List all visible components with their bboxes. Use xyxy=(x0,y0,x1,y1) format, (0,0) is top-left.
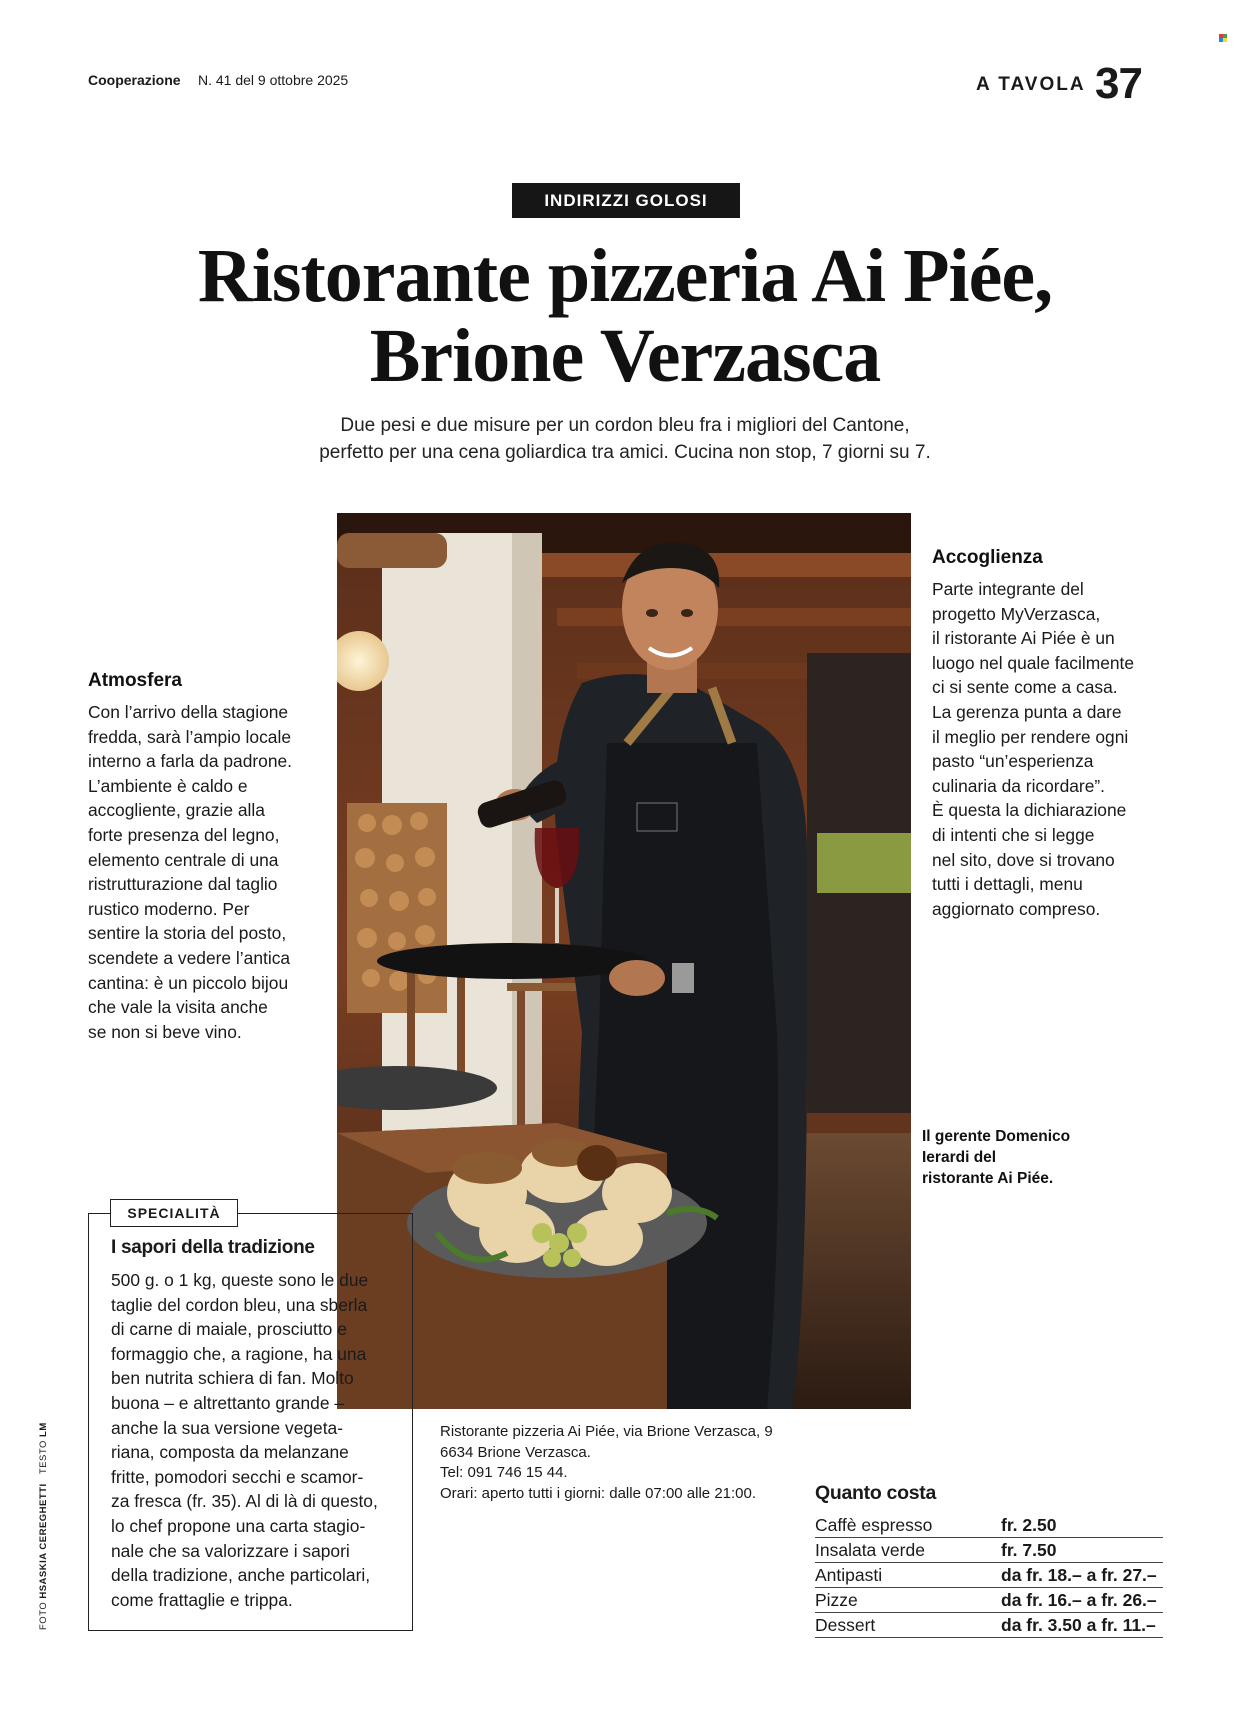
text-line: La gerenza punta a dare xyxy=(932,701,1122,722)
price-value: fr. 7.50 xyxy=(1001,1539,1057,1560)
credit-photo-label: FOTO xyxy=(38,1601,49,1630)
lead-line: Due pesi e due misure per un cordon bleu fra i migliori del Cantone, xyxy=(340,415,910,436)
credit-text-name: LM xyxy=(38,1422,49,1437)
atmosfera-heading: Atmosfera xyxy=(88,670,182,691)
text-line: ben nutrita schiera di fan. Molto xyxy=(111,1368,354,1389)
text-line: luogo nel quale facilmente xyxy=(932,652,1135,673)
text-line: cantina: è un piccolo bijou xyxy=(88,972,289,993)
address-line: 6634 Brione Verzasca. xyxy=(440,1443,591,1461)
text-line: sentire la storia del posto, xyxy=(88,923,287,944)
text-line: di intenti che si legge xyxy=(932,824,1095,845)
price-item: Insalata verde xyxy=(815,1539,925,1560)
text-line: interno a farla da padrone. xyxy=(88,751,293,772)
text-line: buona – e altrettanto grande – xyxy=(111,1392,345,1413)
restaurant-address xyxy=(440,1422,773,1504)
price-value: da fr. 3.50 a fr. 11.– xyxy=(1001,1614,1156,1635)
issue-date: N. 41 del 9 ottobre 2025 xyxy=(198,72,349,88)
price-value: da fr. 16.– a fr. 26.– xyxy=(1001,1589,1157,1610)
text-line: elemento centrale di una xyxy=(88,849,279,870)
headline-line: Brione Verzasca xyxy=(369,314,881,398)
text-line: fredda, sarà l’ampio locale xyxy=(88,726,291,747)
text-line: Parte integrante del xyxy=(932,579,1084,599)
photo-text-credits xyxy=(38,1422,49,1630)
price-row xyxy=(815,1538,1163,1563)
price-title: Quanto costa xyxy=(815,1482,936,1504)
page-number: 37 xyxy=(1095,59,1142,108)
article-lead xyxy=(200,412,1050,466)
text-line: lo chef propone una carta stagio- xyxy=(111,1515,366,1536)
text-line: ristrutturazione dal taglio xyxy=(88,874,278,895)
article-headline xyxy=(130,236,1120,396)
text-line: fritte, pomodori secchi e scamor- xyxy=(111,1466,364,1487)
text-line: pasto “un’esperienza xyxy=(932,751,1094,772)
text-line: rustico moderno. Per xyxy=(88,898,250,919)
atmosfera-text xyxy=(88,700,328,1044)
text-line: di carne di maiale, prosciutto e xyxy=(111,1319,347,1340)
address-line: Ristorante pizzeria Ai Piée, via Brione Verzasca, 9 xyxy=(440,1423,773,1440)
address-line: Tel: 091 746 15 44. xyxy=(440,1464,568,1481)
print-color-mark xyxy=(1219,34,1227,42)
credit-photo-name: HSASKIA CEREGHETTI xyxy=(38,1483,49,1599)
text-line: anche la sua versione vegeta- xyxy=(111,1417,344,1438)
text-line: progetto MyVerzasca, xyxy=(932,603,1101,624)
text-line: tutti i dettagli, menu xyxy=(932,874,1083,895)
caption-line: Il gerente Domenico xyxy=(922,1128,1071,1145)
price-row xyxy=(815,1513,1163,1538)
text-line: che vale la visita anche xyxy=(88,997,268,1018)
text-line: za fresca (fr. 35). Al di là di questo, xyxy=(111,1491,378,1512)
text-line: nel sito, dove si trovano xyxy=(932,849,1115,870)
text-line: aggiornato compreso. xyxy=(932,898,1101,919)
price-item: Dessert xyxy=(815,1614,876,1635)
price-row xyxy=(815,1613,1163,1638)
price-item: Antipasti xyxy=(815,1564,883,1585)
text-line: come frattaglie e trippa. xyxy=(111,1589,293,1610)
photo-caption xyxy=(922,1126,1070,1189)
text-line: È questa la dichiarazione xyxy=(932,800,1127,821)
accoglienza-heading: Accoglienza xyxy=(932,547,1043,568)
section-title: A TAVOLA xyxy=(976,74,1086,95)
text-line: scendete a vedere l’antica xyxy=(88,947,291,968)
text-line: culinaria da ricordare”. xyxy=(932,775,1106,796)
text-line: forte presenza del legno, xyxy=(88,824,280,845)
text-line: riana, composta da melanzane xyxy=(111,1442,349,1463)
text-line: formaggio che, a ragione, ha una xyxy=(111,1343,367,1364)
caption-line: Ierardi del xyxy=(922,1149,997,1166)
specialita-title: I sapori della tradizione xyxy=(111,1237,315,1258)
specialita-text xyxy=(111,1268,401,1612)
specialita-tag: SPECIALITÀ xyxy=(110,1199,238,1227)
credit-text-label: TESTO xyxy=(38,1440,49,1475)
price-row xyxy=(815,1563,1163,1588)
text-line: il meglio per rendere ogni xyxy=(932,726,1129,747)
text-line: il ristorante Ai Piée è un xyxy=(932,628,1115,649)
headline-line: Ristorante pizzeria Ai Piée, xyxy=(197,234,1053,318)
price-value: fr. 2.50 xyxy=(1001,1514,1057,1535)
text-line: 500 g. o 1 kg, queste sono le due xyxy=(111,1270,369,1290)
photo-illustration xyxy=(337,513,911,1409)
price-row xyxy=(815,1588,1163,1613)
text-line: accogliente, grazie alla xyxy=(88,800,265,821)
price-item: Caffè espresso xyxy=(815,1514,933,1535)
text-line: della tradizione, anche particolari, xyxy=(111,1565,371,1586)
text-line: taglie del cordon bleu, una sberla xyxy=(111,1294,368,1315)
price-value: da fr. 18.– a fr. 27.– xyxy=(1001,1564,1157,1585)
publication-name: Cooperazione xyxy=(88,72,181,88)
text-line: se non si beve vino. xyxy=(88,1021,242,1042)
price-table xyxy=(815,1513,1163,1638)
text-line: nale che sa valorizzare i sapori xyxy=(111,1540,350,1561)
text-line: Con l’arrivo della stagione xyxy=(88,702,289,722)
text-line: ci si sente come a casa. xyxy=(932,677,1118,698)
text-line: L’ambiente è caldo e xyxy=(88,775,248,796)
address-line: Orari: aperto tutti i giorni: dalle 07:00 alle 21:00. xyxy=(440,1484,757,1502)
price-item: Pizze xyxy=(815,1589,858,1610)
caption-line: ristorante Ai Piée. xyxy=(922,1170,1054,1187)
accoglienza-text xyxy=(932,577,1172,921)
restaurant-manager-photo xyxy=(337,513,911,1409)
kicker-label: INDIRIZZI GOLOSI xyxy=(512,183,740,218)
lead-line: perfetto per una cena goliardica tra amici. Cucina non stop, 7 giorni su 7. xyxy=(319,442,931,463)
